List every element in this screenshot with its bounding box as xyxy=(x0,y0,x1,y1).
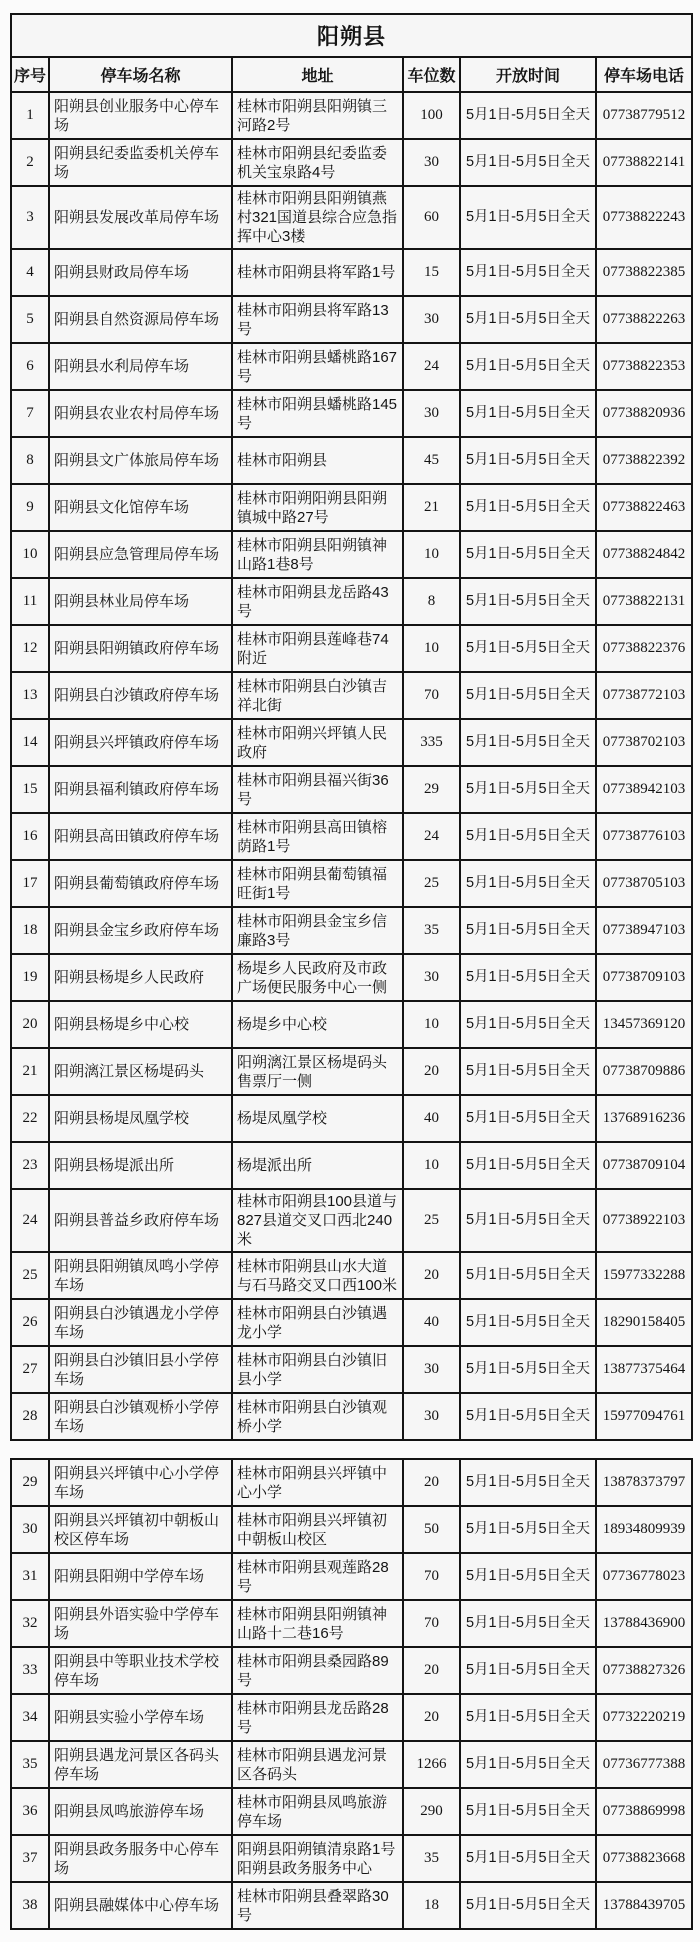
phone-cell: 07738822263 xyxy=(596,296,692,343)
table-row xyxy=(11,1189,692,1252)
spaces-cell: 25 xyxy=(403,860,460,907)
column-header-spaces: 车位数 xyxy=(403,57,460,92)
phone-cell: 07738776103 xyxy=(596,813,692,860)
parking-name-cell: 阳朔县凤鸣旅游停车场 xyxy=(49,1788,232,1835)
phone-cell: 07738709103 xyxy=(596,954,692,1001)
phone-cell: 07738709104 xyxy=(596,1142,692,1189)
parking-name-cell: 阳朔县白沙镇政府停车场 xyxy=(49,672,232,719)
phone-cell: 13877375464 xyxy=(596,1346,692,1393)
row-index-cell: 38 xyxy=(11,1882,49,1929)
address-cell: 桂林市阳朔县高田镇榕荫路1号 xyxy=(232,813,403,860)
phone-cell: 07738822353 xyxy=(596,343,692,390)
spaces-cell: 30 xyxy=(403,1346,460,1393)
phone-cell: 07738772103 xyxy=(596,672,692,719)
spaces-cell: 30 xyxy=(403,139,460,186)
phone-cell: 07738822392 xyxy=(596,437,692,484)
table-row xyxy=(11,766,692,813)
open-hours-cell: 5月1日-5月5日全天 xyxy=(460,1741,596,1788)
county-title: 阳朔县 xyxy=(11,14,692,57)
address-cell: 桂林市阳朔县龙岳路43号 xyxy=(232,578,403,625)
phone-cell: 07738705103 xyxy=(596,860,692,907)
parking-name-cell: 阳朔县农业农村局停车场 xyxy=(49,390,232,437)
row-index-cell: 20 xyxy=(11,1001,49,1048)
row-index-cell: 5 xyxy=(11,296,49,343)
table-row xyxy=(11,1095,692,1142)
table-row xyxy=(11,860,692,907)
open-hours-cell: 5月1日-5月5日全天 xyxy=(460,1048,596,1095)
parking-name-cell: 阳朔县兴坪镇中心小学停车场 xyxy=(49,1459,232,1506)
parking-name-cell: 阳朔县中等职业技术学校停车场 xyxy=(49,1647,232,1694)
phone-cell: 07738822376 xyxy=(596,625,692,672)
spaces-cell: 35 xyxy=(403,1835,460,1882)
address-cell: 桂林市阳朔县叠翠路30号 xyxy=(232,1882,403,1929)
column-header-address: 地址 xyxy=(232,57,403,92)
table-row xyxy=(11,92,692,139)
row-index-cell: 25 xyxy=(11,1252,49,1299)
address-cell: 阳朔漓江景区杨堤码头售票厅一侧 xyxy=(232,1048,403,1095)
phone-cell: 13788439705 xyxy=(596,1882,692,1929)
open-hours-cell: 5月1日-5月5日全天 xyxy=(460,343,596,390)
parking-name-cell: 阳朔县阳朔镇凤鸣小学停车场 xyxy=(49,1252,232,1299)
parking-name-cell: 阳朔县杨堤乡中心校 xyxy=(49,1001,232,1048)
title-row xyxy=(11,14,692,57)
row-index-cell: 9 xyxy=(11,484,49,531)
phone-cell: 13457369120 xyxy=(596,1001,692,1048)
phone-cell: 07738822141 xyxy=(596,139,692,186)
parking-table-section-2 xyxy=(10,1458,693,1930)
row-index-cell: 36 xyxy=(11,1788,49,1835)
table-row xyxy=(11,578,692,625)
parking-name-cell: 阳朔县白沙镇旧县小学停车场 xyxy=(49,1346,232,1393)
table-row xyxy=(11,249,692,296)
parking-name-cell: 阳朔县白沙镇观桥小学停车场 xyxy=(49,1393,232,1440)
table-row xyxy=(11,1252,692,1299)
parking-name-cell: 阳朔县杨堤凤凰学校 xyxy=(49,1095,232,1142)
open-hours-cell: 5月1日-5月5日全天 xyxy=(460,484,596,531)
parking-name-cell: 阳朔县兴坪镇政府停车场 xyxy=(49,719,232,766)
spaces-cell: 60 xyxy=(403,186,460,249)
spaces-cell: 20 xyxy=(403,1459,460,1506)
parking-name-cell: 阳朔县阳朔镇政府停车场 xyxy=(49,625,232,672)
phone-cell: 07738822463 xyxy=(596,484,692,531)
table-row xyxy=(11,186,692,249)
parking-name-cell: 阳朔县白沙镇遇龙小学停车场 xyxy=(49,1299,232,1346)
open-hours-cell: 5月1日-5月5日全天 xyxy=(460,1506,596,1553)
table-row xyxy=(11,1741,692,1788)
parking-name-cell: 阳朔县外语实验中学停车场 xyxy=(49,1600,232,1647)
row-index-cell: 8 xyxy=(11,437,49,484)
open-hours-cell: 5月1日-5月5日全天 xyxy=(460,907,596,954)
open-hours-cell: 5月1日-5月5日全天 xyxy=(460,719,596,766)
column-header-row xyxy=(11,57,692,92)
open-hours-cell: 5月1日-5月5日全天 xyxy=(460,625,596,672)
table-row xyxy=(11,1694,692,1741)
address-cell: 桂林市阳朔县蟠桃路145号 xyxy=(232,390,403,437)
table-row xyxy=(11,296,692,343)
row-index-cell: 2 xyxy=(11,139,49,186)
open-hours-cell: 5月1日-5月5日全天 xyxy=(460,1346,596,1393)
row-index-cell: 6 xyxy=(11,343,49,390)
spaces-cell: 335 xyxy=(403,719,460,766)
open-hours-cell: 5月1日-5月5日全天 xyxy=(460,186,596,249)
address-cell: 桂林市阳朔县将军路13号 xyxy=(232,296,403,343)
address-cell: 桂林市阳朔县山水大道与石马路交叉口西100米 xyxy=(232,1252,403,1299)
parking-name-cell: 阳朔县融媒体中心停车场 xyxy=(49,1882,232,1929)
address-cell: 杨堤派出所 xyxy=(232,1142,403,1189)
phone-cell: 07738823668 xyxy=(596,1835,692,1882)
spaces-cell: 70 xyxy=(403,1553,460,1600)
parking-name-cell: 阳朔县文化馆停车场 xyxy=(49,484,232,531)
spaces-cell: 30 xyxy=(403,390,460,437)
open-hours-cell: 5月1日-5月5日全天 xyxy=(460,531,596,578)
address-cell: 桂林市阳朔县白沙镇观桥小学 xyxy=(232,1393,403,1440)
spaces-cell: 8 xyxy=(403,578,460,625)
column-header-index: 序号 xyxy=(11,57,49,92)
row-index-cell: 35 xyxy=(11,1741,49,1788)
phone-cell: 07738827326 xyxy=(596,1647,692,1694)
address-cell: 桂林市阳朔县龙岳路28号 xyxy=(232,1694,403,1741)
phone-cell: 07738822243 xyxy=(596,186,692,249)
row-index-cell: 1 xyxy=(11,92,49,139)
phone-cell: 07738947103 xyxy=(596,907,692,954)
spaces-cell: 40 xyxy=(403,1095,460,1142)
parking-name-cell: 阳朔县纪委监委机关停车场 xyxy=(49,139,232,186)
column-header-name: 停车场名称 xyxy=(49,57,232,92)
table-row xyxy=(11,390,692,437)
address-cell: 桂林市阳朔县莲峰巷74附近 xyxy=(232,625,403,672)
open-hours-cell: 5月1日-5月5日全天 xyxy=(460,139,596,186)
parking-name-cell: 阳朔县兴坪镇初中朝板山校区停车场 xyxy=(49,1506,232,1553)
address-cell: 桂林市阳朔县纪委监委机关宝泉路4号 xyxy=(232,139,403,186)
row-index-cell: 32 xyxy=(11,1600,49,1647)
column-header-phone: 停车场电话 xyxy=(596,57,692,92)
phone-cell: 07738824842 xyxy=(596,531,692,578)
address-cell: 桂林市阳朔县葡萄镇福旺街1号 xyxy=(232,860,403,907)
open-hours-cell: 5月1日-5月5日全天 xyxy=(460,1553,596,1600)
spaces-cell: 100 xyxy=(403,92,460,139)
parking-name-cell: 阳朔县应急管理局停车场 xyxy=(49,531,232,578)
spaces-cell: 21 xyxy=(403,484,460,531)
phone-cell: 13768916236 xyxy=(596,1095,692,1142)
open-hours-cell: 5月1日-5月5日全天 xyxy=(460,860,596,907)
table-row xyxy=(11,1346,692,1393)
address-cell: 桂林市阳朔县 xyxy=(232,437,403,484)
address-cell: 桂林市阳朔县白沙镇吉祥北街 xyxy=(232,672,403,719)
row-index-cell: 4 xyxy=(11,249,49,296)
parking-name-cell: 阳朔县财政局停车场 xyxy=(49,249,232,296)
open-hours-cell: 5月1日-5月5日全天 xyxy=(460,1694,596,1741)
parking-name-cell: 阳朔县自然资源局停车场 xyxy=(49,296,232,343)
address-cell: 桂林市阳朔县福兴街36号 xyxy=(232,766,403,813)
parking-name-cell: 阳朔县杨堤派出所 xyxy=(49,1142,232,1189)
phone-cell: 07738779512 xyxy=(596,92,692,139)
spaces-cell: 10 xyxy=(403,531,460,578)
row-index-cell: 30 xyxy=(11,1506,49,1553)
table-row xyxy=(11,954,692,1001)
open-hours-cell: 5月1日-5月5日全天 xyxy=(460,1252,596,1299)
table-row xyxy=(11,1553,692,1600)
address-cell: 阳朔县阳朔镇清泉路1号阳朔县政务服务中心 xyxy=(232,1835,403,1882)
parking-name-cell: 阳朔县福利镇政府停车场 xyxy=(49,766,232,813)
phone-cell: 07736778023 xyxy=(596,1553,692,1600)
open-hours-cell: 5月1日-5月5日全天 xyxy=(460,1882,596,1929)
parking-name-cell: 阳朔县遇龙河景区各码头停车场 xyxy=(49,1741,232,1788)
address-cell: 桂林市阳朔兴坪镇人民政府 xyxy=(232,719,403,766)
open-hours-cell: 5月1日-5月5日全天 xyxy=(460,249,596,296)
address-cell: 桂林市阳朔县阳朔镇神山路1巷8号 xyxy=(232,531,403,578)
phone-cell: 18934809939 xyxy=(596,1506,692,1553)
spaces-cell: 10 xyxy=(403,1001,460,1048)
table-row xyxy=(11,1600,692,1647)
row-index-cell: 29 xyxy=(11,1459,49,1506)
address-cell: 桂林市阳朔县遇龙河景区各码头 xyxy=(232,1741,403,1788)
table-row xyxy=(11,1835,692,1882)
spaces-cell: 20 xyxy=(403,1048,460,1095)
address-cell: 杨堤乡人民政府及市政广场便民服务中心一侧 xyxy=(232,954,403,1001)
open-hours-cell: 5月1日-5月5日全天 xyxy=(460,1393,596,1440)
table-row xyxy=(11,531,692,578)
row-index-cell: 23 xyxy=(11,1142,49,1189)
spaces-cell: 70 xyxy=(403,1600,460,1647)
spaces-cell: 35 xyxy=(403,907,460,954)
spaces-cell: 20 xyxy=(403,1647,460,1694)
address-cell: 杨堤凤凰学校 xyxy=(232,1095,403,1142)
spaces-cell: 40 xyxy=(403,1299,460,1346)
row-index-cell: 22 xyxy=(11,1095,49,1142)
open-hours-cell: 5月1日-5月5日全天 xyxy=(460,1788,596,1835)
open-hours-cell: 5月1日-5月5日全天 xyxy=(460,813,596,860)
open-hours-cell: 5月1日-5月5日全天 xyxy=(460,1095,596,1142)
phone-cell: 07738922103 xyxy=(596,1189,692,1252)
table-row xyxy=(11,1882,692,1929)
phone-cell: 15977094761 xyxy=(596,1393,692,1440)
spaces-cell: 24 xyxy=(403,813,460,860)
address-cell: 桂林市阳朔县阳朔镇神山路十二巷16号 xyxy=(232,1600,403,1647)
row-index-cell: 11 xyxy=(11,578,49,625)
row-index-cell: 26 xyxy=(11,1299,49,1346)
row-index-cell: 31 xyxy=(11,1553,49,1600)
parking-name-cell: 阳朔县创业服务中心停车场 xyxy=(49,92,232,139)
row-index-cell: 24 xyxy=(11,1189,49,1252)
address-cell: 桂林市阳朔县阳朔镇燕村321国道县综合应急指挥中心3楼 xyxy=(232,186,403,249)
column-header-hours: 开放时间 xyxy=(460,57,596,92)
open-hours-cell: 5月1日-5月5日全天 xyxy=(460,1647,596,1694)
row-index-cell: 27 xyxy=(11,1346,49,1393)
phone-cell: 07738822385 xyxy=(596,249,692,296)
open-hours-cell: 5月1日-5月5日全天 xyxy=(460,672,596,719)
row-index-cell: 10 xyxy=(11,531,49,578)
table-row xyxy=(11,813,692,860)
table-row xyxy=(11,1048,692,1095)
open-hours-cell: 5月1日-5月5日全天 xyxy=(460,296,596,343)
row-index-cell: 19 xyxy=(11,954,49,1001)
spaces-cell: 15 xyxy=(403,249,460,296)
address-cell: 桂林市阳朔县蟠桃路167号 xyxy=(232,343,403,390)
spaces-cell: 45 xyxy=(403,437,460,484)
spaces-cell: 30 xyxy=(403,954,460,1001)
table-row xyxy=(11,139,692,186)
parking-name-cell: 阳朔县葡萄镇政府停车场 xyxy=(49,860,232,907)
row-index-cell: 3 xyxy=(11,186,49,249)
open-hours-cell: 5月1日-5月5日全天 xyxy=(460,1299,596,1346)
table-row xyxy=(11,343,692,390)
address-cell: 桂林市阳朔阳朔县阳朔镇城中路27号 xyxy=(232,484,403,531)
table-row xyxy=(11,1299,692,1346)
parking-name-cell: 阳朔县文广体旅局停车场 xyxy=(49,437,232,484)
spaces-cell: 290 xyxy=(403,1788,460,1835)
phone-cell: 07738820936 xyxy=(596,390,692,437)
address-cell: 桂林市阳朔县100县道与827县道交叉口西北240米 xyxy=(232,1189,403,1252)
phone-cell: 07732220219 xyxy=(596,1694,692,1741)
spaces-cell: 20 xyxy=(403,1252,460,1299)
parking-name-cell: 阳朔县发展改革局停车场 xyxy=(49,186,232,249)
parking-name-cell: 阳朔县高田镇政府停车场 xyxy=(49,813,232,860)
phone-cell: 18290158405 xyxy=(596,1299,692,1346)
parking-name-cell: 阳朔县政务服务中心停车场 xyxy=(49,1835,232,1882)
spaces-cell: 50 xyxy=(403,1506,460,1553)
spaces-cell: 10 xyxy=(403,625,460,672)
spaces-cell: 1266 xyxy=(403,1741,460,1788)
table-row xyxy=(11,1788,692,1835)
row-index-cell: 13 xyxy=(11,672,49,719)
table-row xyxy=(11,484,692,531)
table-row xyxy=(11,1459,692,1506)
row-index-cell: 28 xyxy=(11,1393,49,1440)
open-hours-cell: 5月1日-5月5日全天 xyxy=(460,437,596,484)
open-hours-cell: 5月1日-5月5日全天 xyxy=(460,92,596,139)
spaces-cell: 10 xyxy=(403,1142,460,1189)
address-cell: 杨堤乡中心校 xyxy=(232,1001,403,1048)
row-index-cell: 17 xyxy=(11,860,49,907)
table-row xyxy=(11,1001,692,1048)
spaces-cell: 29 xyxy=(403,766,460,813)
table-row xyxy=(11,907,692,954)
phone-cell: 07738702103 xyxy=(596,719,692,766)
table-row xyxy=(11,672,692,719)
address-cell: 桂林市阳朔县兴坪镇初中朝板山校区 xyxy=(232,1506,403,1553)
table-row xyxy=(11,1506,692,1553)
open-hours-cell: 5月1日-5月5日全天 xyxy=(460,390,596,437)
spaces-cell: 70 xyxy=(403,672,460,719)
address-cell: 桂林市阳朔县阳朔镇三河路2号 xyxy=(232,92,403,139)
table-row xyxy=(11,1647,692,1694)
table-row xyxy=(11,1393,692,1440)
row-index-cell: 16 xyxy=(11,813,49,860)
parking-name-cell: 阳朔漓江景区杨堤码头 xyxy=(49,1048,232,1095)
row-index-cell: 14 xyxy=(11,719,49,766)
spaces-cell: 24 xyxy=(403,343,460,390)
table-row xyxy=(11,625,692,672)
address-cell: 桂林市阳朔县白沙镇旧县小学 xyxy=(232,1346,403,1393)
row-index-cell: 33 xyxy=(11,1647,49,1694)
phone-cell: 07738822131 xyxy=(596,578,692,625)
parking-name-cell: 阳朔县杨堤乡人民政府 xyxy=(49,954,232,1001)
phone-cell: 07736777388 xyxy=(596,1741,692,1788)
parking-table-section-1 xyxy=(10,13,693,1441)
phone-cell: 13878373797 xyxy=(596,1459,692,1506)
open-hours-cell: 5月1日-5月5日全天 xyxy=(460,954,596,1001)
address-cell: 桂林市阳朔县桑园路89号 xyxy=(232,1647,403,1694)
parking-name-cell: 阳朔县普益乡政府停车场 xyxy=(49,1189,232,1252)
row-index-cell: 7 xyxy=(11,390,49,437)
row-index-cell: 15 xyxy=(11,766,49,813)
table-row xyxy=(11,719,692,766)
row-index-cell: 18 xyxy=(11,907,49,954)
spaces-cell: 25 xyxy=(403,1189,460,1252)
row-index-cell: 21 xyxy=(11,1048,49,1095)
open-hours-cell: 5月1日-5月5日全天 xyxy=(460,578,596,625)
row-index-cell: 37 xyxy=(11,1835,49,1882)
parking-name-cell: 阳朔县水利局停车场 xyxy=(49,343,232,390)
open-hours-cell: 5月1日-5月5日全天 xyxy=(460,1459,596,1506)
parking-name-cell: 阳朔县金宝乡政府停车场 xyxy=(49,907,232,954)
spaces-cell: 30 xyxy=(403,1393,460,1440)
open-hours-cell: 5月1日-5月5日全天 xyxy=(460,1142,596,1189)
phone-cell: 07738709886 xyxy=(596,1048,692,1095)
phone-cell: 07738942103 xyxy=(596,766,692,813)
parking-name-cell: 阳朔县林业局停车场 xyxy=(49,578,232,625)
table-row xyxy=(11,437,692,484)
open-hours-cell: 5月1日-5月5日全天 xyxy=(460,1835,596,1882)
open-hours-cell: 5月1日-5月5日全天 xyxy=(460,766,596,813)
row-index-cell: 12 xyxy=(11,625,49,672)
open-hours-cell: 5月1日-5月5日全天 xyxy=(460,1001,596,1048)
address-cell: 桂林市阳朔县金宝乡信廉路3号 xyxy=(232,907,403,954)
row-index-cell: 34 xyxy=(11,1694,49,1741)
address-cell: 桂林市阳朔县兴坪镇中心小学 xyxy=(232,1459,403,1506)
table-row xyxy=(11,1142,692,1189)
phone-cell: 07738869998 xyxy=(596,1788,692,1835)
open-hours-cell: 5月1日-5月5日全天 xyxy=(460,1600,596,1647)
address-cell: 桂林市阳朔县白沙镇遇龙小学 xyxy=(232,1299,403,1346)
address-cell: 桂林市阳朔县将军路1号 xyxy=(232,249,403,296)
spaces-cell: 20 xyxy=(403,1694,460,1741)
parking-name-cell: 阳朔县实验小学停车场 xyxy=(49,1694,232,1741)
address-cell: 桂林市阳朔县凤鸣旅游停车场 xyxy=(232,1788,403,1835)
phone-cell: 13788436900 xyxy=(596,1600,692,1647)
spaces-cell: 30 xyxy=(403,296,460,343)
address-cell: 桂林市阳朔县观莲路28号 xyxy=(232,1553,403,1600)
open-hours-cell: 5月1日-5月5日全天 xyxy=(460,1189,596,1252)
parking-name-cell: 阳朔县阳朔中学停车场 xyxy=(49,1553,232,1600)
spaces-cell: 18 xyxy=(403,1882,460,1929)
phone-cell: 15977332288 xyxy=(596,1252,692,1299)
